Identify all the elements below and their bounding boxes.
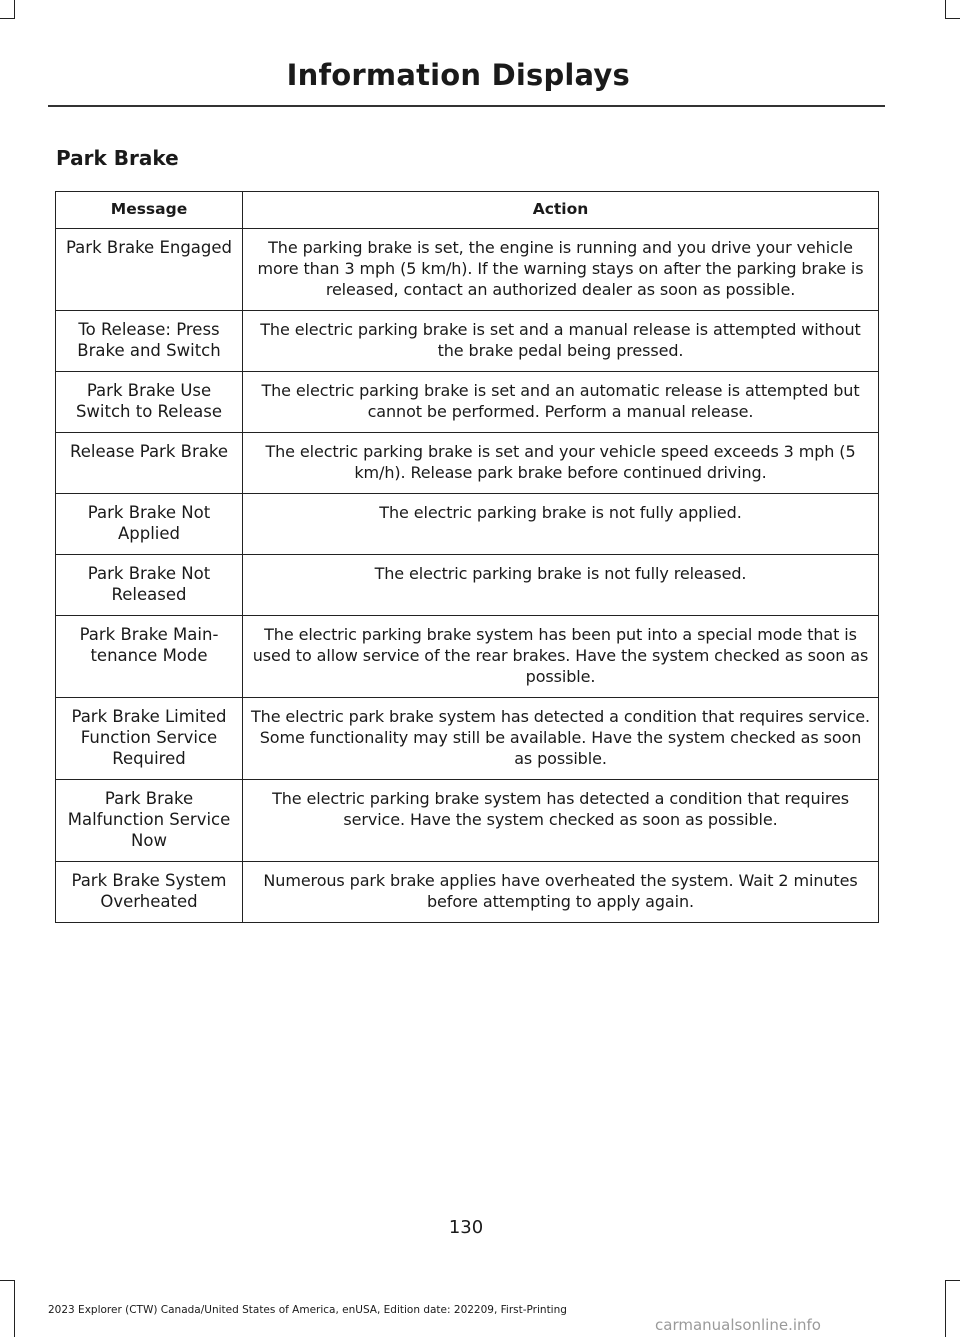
watermark: carmanualsonline.info	[655, 1316, 821, 1334]
action-cell: The electric parking brake system has detected a condition that requires service. Have the system checked as soon as possible.	[243, 780, 879, 862]
page-number: 130	[448, 1217, 484, 1238]
action-cell: The electric park brake system has detected a condition that requires service. Some functionality may still be available. Have the system checked as soon as possible.	[243, 698, 879, 780]
column-header-action: Action	[243, 192, 879, 229]
crop-mark	[945, 1280, 960, 1281]
action-cell: The electric parking brake is set and your vehicle speed exceeds 3 mph (5 km/h). Release park brake before continued driving.	[243, 433, 879, 494]
table-row	[56, 862, 879, 923]
crop-mark	[0, 18, 15, 19]
message-cell: To Release: Press Brake and Switch	[56, 311, 243, 372]
table-header-row	[56, 192, 879, 229]
message-cell: Park Brake System Overheated	[56, 862, 243, 923]
crop-mark	[945, 0, 946, 18]
table-row	[56, 616, 879, 698]
table-row	[56, 311, 879, 372]
crop-mark	[0, 1280, 15, 1281]
action-cell: The electric parking brake is set and a manual release is attempted without the brake pedal being pressed.	[243, 311, 879, 372]
message-cell: Park Brake Malfunction Service Now	[56, 780, 243, 862]
message-cell: Park Brake Not Applied	[56, 494, 243, 555]
message-cell: Park Brake Engaged	[56, 229, 243, 311]
crop-mark	[945, 1280, 946, 1337]
action-cell: The electric parking brake is not fully released.	[243, 555, 879, 616]
table-row	[56, 229, 879, 311]
crop-mark	[14, 0, 15, 18]
crop-mark	[14, 1280, 15, 1337]
column-header-message: Message	[56, 192, 243, 229]
message-cell: Park Brake Use Switch to Release	[56, 372, 243, 433]
action-cell: The electric parking brake is set and an automatic release is attempted but cannot be performed. Perform a manual release.	[243, 372, 879, 433]
table-row	[56, 780, 879, 862]
table-row	[56, 372, 879, 433]
message-table	[55, 191, 879, 923]
section-heading: Park Brake	[56, 146, 179, 170]
page-title: Information Displays	[286, 58, 630, 92]
header-divider	[48, 105, 885, 107]
message-cell: Park Brake Not Released	[56, 555, 243, 616]
message-cell: Release Park Brake	[56, 433, 243, 494]
table-row	[56, 433, 879, 494]
edition-footer: 2023 Explorer (CTW) Canada/United States of America, enUSA, Edition date: 202209, First-Printing	[48, 1304, 567, 1316]
table-row	[56, 555, 879, 616]
action-cell: Numerous park brake applies have overheated the system. Wait 2 minutes before attempting to apply again.	[243, 862, 879, 923]
action-cell: The electric parking brake is not fully applied.	[243, 494, 879, 555]
action-cell: The electric parking brake system has been put into a special mode that is used to allow service of the rear brakes. Have the system checked as soon as possible.	[243, 616, 879, 698]
message-cell: Park Brake Main-tenance Mode	[56, 616, 243, 698]
table-row	[56, 698, 879, 780]
message-cell: Park Brake Limited Function Service Required	[56, 698, 243, 780]
crop-mark	[945, 18, 960, 19]
table-row	[56, 494, 879, 555]
action-cell: The parking brake is set, the engine is running and you drive your vehicle more than 3 mph (5 km/h). If the warning stays on after the parking brake is released, contact an authorized dealer as soon as possible.	[243, 229, 879, 311]
